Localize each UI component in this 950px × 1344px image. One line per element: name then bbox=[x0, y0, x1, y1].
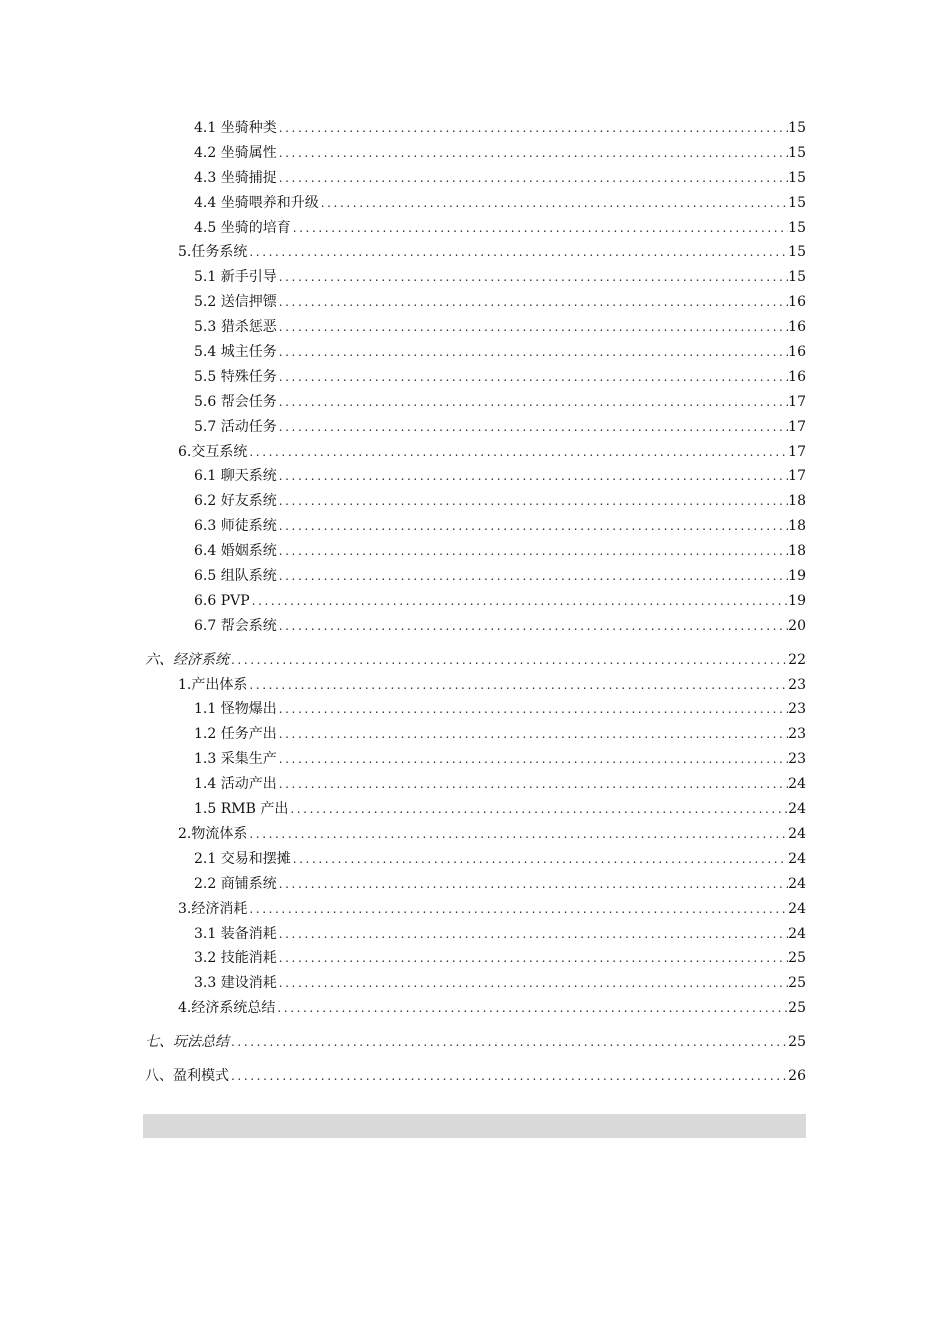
toc-dot-leader bbox=[291, 216, 788, 241]
toc-dot-leader bbox=[250, 589, 788, 614]
toc-entry-page-number: 26 bbox=[788, 1067, 806, 1084]
toc-entry-page-number: 15 bbox=[788, 169, 806, 186]
toc-entry[interactable] bbox=[145, 240, 806, 265]
toc-entry-label: 4.3 坐骑捕捉 bbox=[194, 169, 277, 186]
toc-entry[interactable] bbox=[145, 564, 806, 589]
toc-entry-label: 5.6 帮会任务 bbox=[194, 393, 277, 410]
toc-entry-page-number: 18 bbox=[788, 518, 806, 535]
toc-entry-label: 4.5 坐骑的培育 bbox=[194, 219, 291, 236]
toc-entry[interactable] bbox=[145, 847, 806, 872]
toc-entry-page-number: 20 bbox=[788, 617, 806, 634]
toc-entry-page-number: 18 bbox=[788, 543, 806, 560]
toc-entry-page-number: 24 bbox=[788, 925, 806, 942]
toc-dot-leader bbox=[277, 697, 788, 722]
toc-entry-label: 6.2 好友系统 bbox=[194, 493, 277, 510]
toc-entry-label: 七、玩法总结 bbox=[145, 1034, 229, 1051]
toc-entry-label: 3.1 装备消耗 bbox=[194, 925, 277, 942]
toc-entry[interactable] bbox=[145, 946, 806, 971]
toc-entry-label: 3.2 技能消耗 bbox=[194, 950, 277, 967]
toc-entry-page-number: 24 bbox=[788, 900, 806, 917]
toc-entry-page-number: 23 bbox=[788, 726, 806, 743]
toc-entry-label: 5.5 特殊任务 bbox=[194, 368, 277, 385]
toc-entry[interactable] bbox=[145, 1030, 806, 1055]
toc-entry[interactable] bbox=[145, 648, 806, 673]
toc-entry-page-number: 25 bbox=[788, 950, 806, 967]
toc-entry[interactable] bbox=[145, 365, 806, 390]
toc-entry[interactable] bbox=[145, 216, 806, 241]
toc-entry-label: 6.6 PVP bbox=[194, 592, 250, 609]
toc-dot-leader bbox=[229, 648, 788, 673]
toc-dot-leader bbox=[277, 747, 788, 772]
toc-entry[interactable] bbox=[145, 489, 806, 514]
toc-entry-page-number: 18 bbox=[788, 493, 806, 510]
toc-dot-leader bbox=[319, 191, 788, 216]
toc-entry[interactable] bbox=[145, 614, 806, 639]
toc-entry-page-number: 15 bbox=[788, 120, 806, 136]
toc-dot-leader bbox=[229, 1064, 788, 1089]
toc-entry-label: 六、经济系统 bbox=[145, 651, 229, 668]
toc-entry-label: 6.5 组队系统 bbox=[194, 568, 277, 585]
toc-entry[interactable] bbox=[145, 440, 806, 465]
toc-entry-page-number: 17 bbox=[788, 443, 806, 460]
toc-dot-leader bbox=[277, 390, 788, 415]
toc-entry-label: 1.3 采集生产 bbox=[194, 751, 277, 768]
toc-dot-leader bbox=[247, 897, 788, 922]
toc-entry-page-number: 17 bbox=[788, 393, 806, 410]
toc-entry-label: 2.2 商铺系统 bbox=[194, 875, 277, 892]
toc-dot-leader bbox=[247, 440, 788, 465]
toc-entry-label: 1.1 怪物爆出 bbox=[194, 701, 277, 718]
footer-bar bbox=[143, 1114, 806, 1138]
toc-dot-leader bbox=[229, 1030, 788, 1055]
toc-entry-label: 5.2 送信押镖 bbox=[194, 294, 277, 311]
toc-dot-leader bbox=[277, 365, 788, 390]
toc-entry-label: 5.3 猎杀惩恶 bbox=[194, 319, 277, 336]
toc-dot-leader bbox=[247, 673, 788, 698]
toc-entry-label: 6.3 师徒系统 bbox=[194, 518, 277, 535]
toc-entry-page-number: 15 bbox=[788, 269, 806, 286]
toc-entry[interactable] bbox=[145, 390, 806, 415]
toc-entry-label: 1.4 活动产出 bbox=[194, 776, 277, 793]
toc-dot-leader bbox=[277, 539, 788, 564]
toc-entry-label: 2.1 交易和摆摊 bbox=[194, 850, 291, 867]
toc-entry-label: 5.7 活动任务 bbox=[194, 418, 277, 435]
toc-entry-page-number: 19 bbox=[788, 568, 806, 585]
toc-entry[interactable] bbox=[145, 315, 806, 340]
toc-dot-leader bbox=[277, 922, 788, 947]
toc-entry[interactable] bbox=[145, 996, 806, 1021]
toc-entry-page-number: 17 bbox=[788, 468, 806, 485]
toc-entry-label: 5.1 新手引导 bbox=[194, 269, 277, 286]
toc-dot-leader bbox=[277, 340, 788, 365]
toc-entry[interactable] bbox=[145, 722, 806, 747]
toc-dot-leader bbox=[277, 415, 788, 440]
toc-entry-label: 1.5 RMB 产出 bbox=[194, 801, 289, 818]
toc-entry-label: 1.2 任务产出 bbox=[194, 726, 277, 743]
toc-entry[interactable] bbox=[145, 747, 806, 772]
toc-entry[interactable] bbox=[145, 822, 806, 847]
toc-entry-page-number: 23 bbox=[788, 751, 806, 768]
toc-entry-label: 6.7 帮会系统 bbox=[194, 617, 277, 634]
toc-entry-page-number: 16 bbox=[788, 344, 806, 361]
toc-dot-leader bbox=[277, 290, 788, 315]
toc-entry-page-number: 24 bbox=[788, 875, 806, 892]
toc-entry[interactable] bbox=[145, 141, 806, 166]
toc-entry-page-number: 16 bbox=[788, 294, 806, 311]
toc-entry[interactable] bbox=[145, 290, 806, 315]
toc-entry-label: 6.4 婚姻系统 bbox=[194, 543, 277, 560]
toc-dot-leader bbox=[277, 772, 788, 797]
toc-entry-label: 3.3 建设消耗 bbox=[194, 975, 277, 992]
toc-entry-label: 5.任务系统 bbox=[178, 244, 248, 261]
toc-dot-leader bbox=[277, 116, 788, 141]
toc-entry-label: 4.4 坐骑喂养和升级 bbox=[194, 194, 319, 211]
toc-entry[interactable] bbox=[145, 872, 806, 897]
toc-entry[interactable] bbox=[145, 415, 806, 440]
toc-entry-page-number: 25 bbox=[788, 1000, 806, 1017]
toc-entry[interactable] bbox=[145, 464, 806, 489]
toc-entry-label: 4.经济系统总结 bbox=[178, 1000, 276, 1017]
toc-entry-label: 4.1 坐骑种类 bbox=[194, 120, 277, 136]
toc-dot-leader bbox=[277, 971, 788, 996]
toc-entry[interactable] bbox=[145, 897, 806, 922]
toc-entry-page-number: 24 bbox=[788, 825, 806, 842]
toc-entry-page-number: 25 bbox=[788, 1034, 806, 1051]
toc-dot-leader bbox=[277, 315, 788, 340]
toc-entry-page-number: 23 bbox=[788, 676, 806, 693]
toc-entry-page-number: 24 bbox=[788, 776, 806, 793]
toc-dot-leader bbox=[288, 797, 788, 822]
toc-entry[interactable] bbox=[145, 116, 806, 141]
toc-entry[interactable] bbox=[145, 265, 806, 290]
toc-dot-leader bbox=[277, 722, 788, 747]
toc-entry-label: 6.1 聊天系统 bbox=[194, 468, 277, 485]
toc-dot-leader bbox=[247, 822, 788, 847]
toc-entry[interactable] bbox=[145, 772, 806, 797]
toc-dot-leader bbox=[277, 166, 788, 191]
toc-entry-page-number: 16 bbox=[788, 368, 806, 385]
toc-dot-leader bbox=[277, 141, 788, 166]
toc-entry[interactable] bbox=[145, 1064, 806, 1089]
toc-dot-leader bbox=[277, 614, 788, 639]
toc-entry[interactable] bbox=[145, 589, 806, 614]
toc-entry[interactable] bbox=[145, 539, 806, 564]
toc-entry-label: 5.4 城主任务 bbox=[194, 344, 277, 361]
toc-entry-page-number: 16 bbox=[788, 319, 806, 336]
toc-entry[interactable] bbox=[145, 922, 806, 947]
toc-entry[interactable] bbox=[145, 797, 806, 822]
toc-entry-label: 1.产出体系 bbox=[178, 676, 248, 693]
toc-dot-leader bbox=[277, 514, 788, 539]
toc-entry[interactable] bbox=[145, 191, 806, 216]
toc-dot-leader bbox=[277, 489, 788, 514]
toc-dot-leader bbox=[277, 872, 788, 897]
toc-entry-page-number: 22 bbox=[788, 651, 806, 668]
toc-dot-leader bbox=[277, 946, 788, 971]
toc-entry-page-number: 19 bbox=[788, 592, 806, 609]
toc-entry-page-number: 15 bbox=[788, 244, 806, 261]
toc-entry-label: 6.交互系统 bbox=[178, 443, 248, 460]
toc-entry-label: 4.2 坐骑属性 bbox=[194, 144, 277, 161]
toc-entry-label: 八、盈利模式 bbox=[145, 1067, 229, 1084]
toc-dot-leader bbox=[277, 564, 788, 589]
toc-entry-page-number: 25 bbox=[788, 975, 806, 992]
toc-entry[interactable] bbox=[145, 673, 806, 698]
toc-entry-page-number: 17 bbox=[788, 418, 806, 435]
toc-entry-page-number: 23 bbox=[788, 701, 806, 718]
toc-dot-leader bbox=[277, 464, 788, 489]
toc-entry[interactable] bbox=[145, 971, 806, 996]
toc-entry-label: 2.物流体系 bbox=[178, 825, 248, 842]
toc-dot-leader bbox=[275, 996, 788, 1021]
toc-entry-page-number: 15 bbox=[788, 219, 806, 236]
toc-dot-leader bbox=[247, 240, 788, 265]
table-of-contents bbox=[145, 116, 806, 1089]
toc-dot-leader bbox=[291, 847, 788, 872]
toc-entry-page-number: 15 bbox=[788, 144, 806, 161]
toc-entry[interactable] bbox=[145, 697, 806, 722]
toc-dot-leader bbox=[277, 265, 788, 290]
toc-entry[interactable] bbox=[145, 340, 806, 365]
toc-entry-label: 3.经济消耗 bbox=[178, 900, 248, 917]
toc-entry[interactable] bbox=[145, 514, 806, 539]
toc-entry-page-number: 24 bbox=[788, 850, 806, 867]
toc-entry[interactable] bbox=[145, 166, 806, 191]
toc-entry-page-number: 15 bbox=[788, 194, 806, 211]
toc-entry-page-number: 24 bbox=[788, 801, 806, 818]
